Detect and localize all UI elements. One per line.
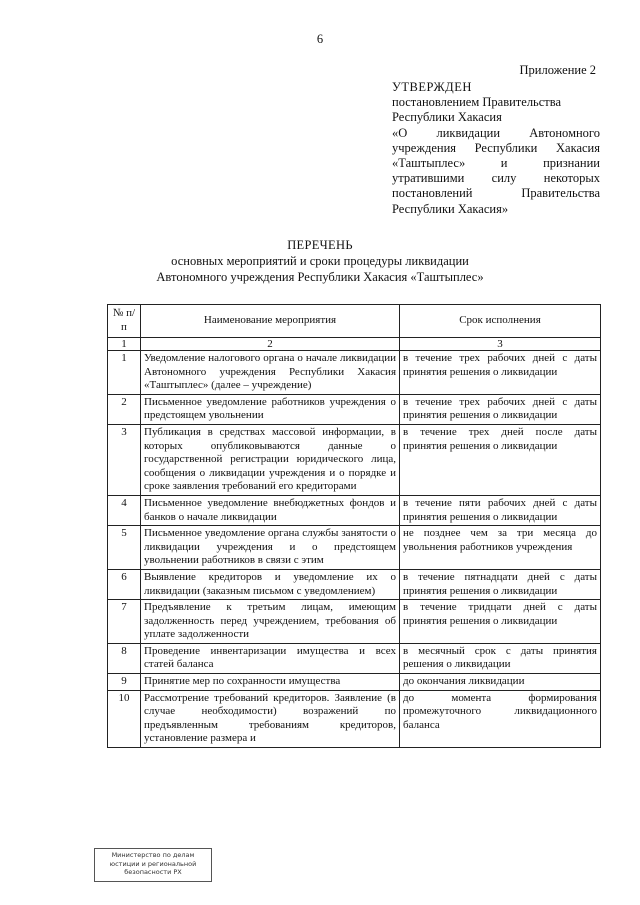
table-row (108, 600, 601, 644)
term-cell: в течение трех рабочих дней с даты принятия решения о ликвидации (400, 394, 601, 424)
measure-cell: Письменное уведомление внебюджетных фондов и банков о начале ликвидации (141, 495, 400, 525)
header-measure: Наименование мероприятия (141, 305, 400, 338)
row-number-cell: 8 (108, 643, 141, 673)
measure-cell: Принятие мер по сохранности имущества (141, 674, 400, 691)
term-cell: до момента формирования промежуточного ликвидационного баланса (400, 690, 601, 747)
term-cell: в течение трех дней после даты принятия решения о ликвидации (400, 424, 601, 495)
table-row (108, 526, 601, 570)
measure-cell: Проведение инвентаризации имущества и всех статей баланса (141, 643, 400, 673)
title-line-3: Автономного учреждения Республики Хакасия «Таштыплес» (156, 270, 484, 284)
approval-block (392, 80, 600, 217)
table-row (108, 643, 601, 673)
measure-cell: Публикация в средствах массовой информации, в которых опубликовываются данные о государственной регистрации юридического лица, сообщения о ликвидации учреждения и о порядке и сроке заявления требований его кредиторами (141, 424, 400, 495)
title-line-1: ПЕРЕЧЕНЬ (287, 238, 353, 252)
approval-heading: УТВЕРЖДЕН (392, 80, 472, 94)
term-cell: в течение трех рабочих дней с даты принятия решения о ликвидации (400, 351, 601, 395)
table-row (108, 674, 601, 691)
row-number-cell: 5 (108, 526, 141, 570)
measure-cell: Уведомление налогового органа о начале ликвидации Автономного учреждения Республики Хакасия «Таштыплес» (далее – учреждение) (141, 351, 400, 395)
measure-cell: Письменное уведомление органа службы занятости о ликвидации учреждения и о предстоящем увольнении работников в связи с этим (141, 526, 400, 570)
table-row (108, 424, 601, 495)
approval-line: учреждения Республики Хакасия (392, 140, 600, 155)
table-body (108, 351, 601, 748)
term-cell: в месячный срок с даты принятия решения о ликвидации (400, 643, 601, 673)
table-row (108, 394, 601, 424)
table-index-row (108, 338, 601, 351)
measure-cell: Выявление кредиторов и уведомление их о ликвидации (заказным письмом с уведомлением) (141, 569, 400, 599)
approval-line: Республики Хакасия (392, 110, 502, 125)
row-number-cell: 7 (108, 600, 141, 644)
measure-cell: Предъявление к третьим лицам, имеющим задолженность перед учреждением, требования об уплате задолженности (141, 600, 400, 644)
title-line-2: основных мероприятий и сроки процедуры ликвидации (171, 254, 469, 268)
approval-lines (392, 95, 600, 217)
term-cell: в течение пяти рабочих дней с даты принятия решения о ликвидации (400, 495, 601, 525)
approval-line: «Таштыплес» и признании (392, 156, 600, 171)
row-number-cell: 4 (108, 495, 141, 525)
table-header-row (108, 305, 601, 338)
measure-cell: Письменное уведомление работников учреждения о предстоящем увольнении (141, 394, 400, 424)
row-number-cell: 6 (108, 569, 141, 599)
term-cell: в течение пятнадцати дней с даты принятия решения о ликвидации (400, 569, 601, 599)
approval-line: постановлением Правительства (392, 95, 562, 110)
header-number: № п/п (108, 305, 141, 338)
term-cell: до окончания ликвидации (400, 674, 601, 691)
stamp-line-1: Министерство по делам (111, 851, 195, 859)
approval-line: Республики Хакасия» (392, 201, 509, 216)
row-number-cell: 1 (108, 351, 141, 395)
term-cell: в течение тридцати дней с даты принятия решения о ликвидации (400, 600, 601, 644)
row-number-cell: 10 (108, 690, 141, 747)
row-number-cell: 2 (108, 394, 141, 424)
measure-cell: Рассмотрение требований кредиторов. Заявление (в случае необходимости) возражений по предъявленным требованиям кредиторов, установление размера и (141, 690, 400, 747)
term-cell: не позднее чем за три месяца до увольнения работников учреждения (400, 526, 601, 570)
stamp-line-2: юстиции и региональной (109, 859, 197, 868)
index-cell: 3 (400, 338, 601, 351)
table-row (108, 569, 601, 599)
table-row (108, 690, 601, 747)
document-title (0, 237, 640, 285)
registration-stamp (94, 848, 212, 882)
page-number: 6 (316, 32, 324, 46)
table-row (108, 351, 601, 395)
appendix-label: Приложение 2 (519, 63, 596, 77)
approval-line: «О ликвидации Автономного (392, 125, 600, 140)
approval-line: постановлений Правительства (392, 186, 600, 201)
approval-line: утратившими силу некоторых (392, 171, 600, 186)
row-number-cell: 9 (108, 674, 141, 691)
index-cell: 1 (108, 338, 141, 351)
row-number-cell: 3 (108, 424, 141, 495)
index-cell: 2 (141, 338, 400, 351)
table-row (108, 495, 601, 525)
stamp-line-3: безопасности РХ (124, 868, 182, 877)
measures-table (107, 304, 601, 748)
header-term: Срок исполнения (400, 305, 601, 338)
